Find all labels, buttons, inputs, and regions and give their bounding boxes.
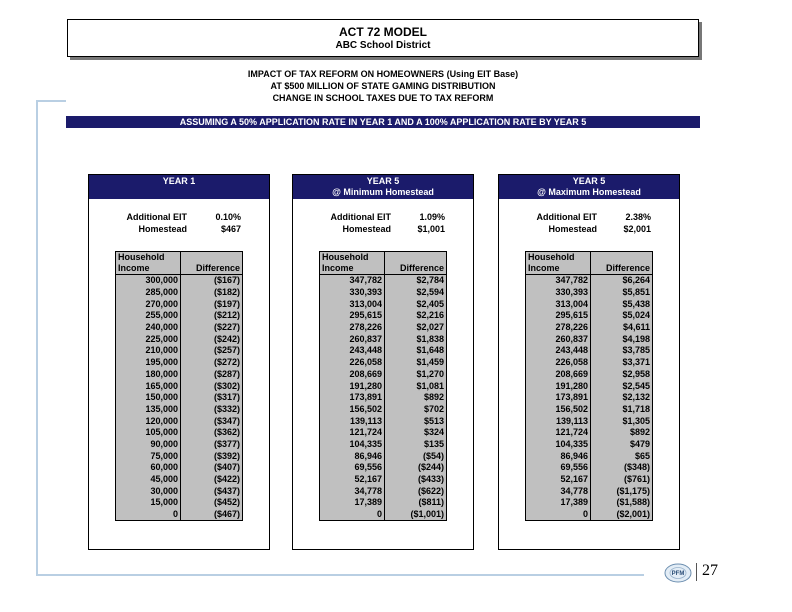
income-cell: 105,000: [116, 427, 181, 439]
table-row: [526, 275, 653, 287]
income-cell: 255,000: [116, 310, 181, 322]
difference-cell: $892: [423, 392, 444, 403]
table-row: [526, 345, 653, 357]
difference-cell: ($1,175): [616, 485, 650, 496]
difference-cell: $3,371: [622, 357, 650, 368]
col-header-difference: Difference: [181, 263, 243, 275]
table-row: [526, 322, 653, 334]
table-row: [116, 369, 243, 381]
frame-line-top: [36, 100, 66, 102]
difference-cell: ($622): [417, 485, 444, 496]
table-row: [320, 310, 447, 322]
difference-cell: $6,264: [622, 275, 650, 286]
income-cell: 278,226: [526, 322, 591, 334]
income-cell: 17,389: [320, 497, 385, 509]
difference-table: [525, 251, 653, 521]
difference-cell: $2,958: [622, 368, 650, 379]
difference-cell: $4,198: [622, 333, 650, 344]
panel-header: [499, 175, 679, 199]
income-cell: 278,226: [320, 322, 385, 334]
table-row: [526, 415, 653, 427]
difference-cell: $135: [423, 438, 444, 449]
panel-year-1: [88, 174, 270, 550]
income-cell: 240,000: [116, 322, 181, 334]
table-row: [526, 310, 653, 322]
difference-cell: ($317): [213, 392, 240, 403]
difference-cell: ($167): [213, 275, 240, 286]
table-row: [320, 497, 447, 509]
income-cell: 330,393: [526, 287, 591, 299]
eit-value: 1.09%: [419, 212, 445, 222]
table-row: [320, 474, 447, 486]
difference-cell: $1,838: [416, 333, 444, 344]
col-header-income: Income: [526, 263, 591, 275]
table-row: [320, 450, 447, 462]
col-header-income: Income: [320, 263, 385, 275]
table-row: [320, 322, 447, 334]
subtitle-line-2: AT $500 MILLION OF STATE GAMING DISTRIBUTION: [270, 81, 496, 91]
income-cell: 15,000: [116, 497, 181, 509]
difference-cell: $324: [423, 427, 444, 438]
panel-parameters: [293, 199, 473, 249]
income-cell: 260,837: [526, 333, 591, 345]
difference-cell: $5,851: [622, 287, 650, 298]
difference-cell: ($1,588): [616, 497, 650, 508]
table-row: [526, 380, 653, 392]
difference-cell: ($2,001): [616, 509, 650, 520]
table-row: [526, 392, 653, 404]
income-cell: 104,335: [320, 439, 385, 451]
income-cell: 17,389: [526, 497, 591, 509]
income-cell: 0: [526, 509, 591, 521]
difference-cell: ($244): [417, 462, 444, 473]
difference-cell: ($377): [213, 438, 240, 449]
difference-cell: $1,718: [622, 403, 650, 414]
table-row: [116, 485, 243, 497]
eit-label: Additional EIT: [536, 212, 597, 222]
income-cell: 243,448: [320, 345, 385, 357]
table-row: [526, 450, 653, 462]
difference-cell: ($452): [213, 497, 240, 508]
page-title: ACT 72 MODEL: [338, 25, 427, 39]
subtitle: [67, 68, 699, 104]
eit-value: 0.10%: [215, 212, 241, 222]
table-row: [116, 427, 243, 439]
table-row: [526, 497, 653, 509]
difference-cell: $702: [423, 403, 444, 414]
table-row: [116, 474, 243, 486]
table-row: [526, 509, 653, 521]
table-row: [116, 298, 243, 310]
table-row: [526, 427, 653, 439]
difference-cell: $2,405: [416, 298, 444, 309]
income-cell: 285,000: [116, 287, 181, 299]
table-row: [320, 427, 447, 439]
difference-cell: $892: [629, 427, 650, 438]
page-number: 27: [702, 562, 718, 579]
table-row: [116, 509, 243, 521]
income-cell: 226,058: [526, 357, 591, 369]
income-cell: 295,615: [526, 310, 591, 322]
col-header-income: Income: [116, 263, 181, 275]
difference-cell: $2,132: [622, 392, 650, 403]
table-row: [320, 298, 447, 310]
difference-cell: ($272): [213, 357, 240, 368]
table-row: [116, 322, 243, 334]
table-row: [526, 333, 653, 345]
difference-cell: ($227): [213, 322, 240, 333]
assumption-banner: ASSUMING A 50% APPLICATION RATE IN YEAR 1 AND A 100% APPLICATION RATE BY YEAR 5: [66, 116, 700, 128]
table-row: [526, 485, 653, 497]
income-cell: 75,000: [116, 450, 181, 462]
difference-cell: $2,216: [416, 310, 444, 321]
eit-label: Additional EIT: [126, 212, 187, 222]
income-cell: 260,837: [320, 333, 385, 345]
income-cell: 139,113: [320, 415, 385, 427]
title-box: [67, 19, 699, 57]
page-number-separator: [696, 563, 697, 581]
income-cell: 52,167: [320, 474, 385, 486]
difference-cell: ($362): [213, 427, 240, 438]
income-cell: 30,000: [116, 485, 181, 497]
table-row: [116, 439, 243, 451]
table-row: [320, 369, 447, 381]
income-cell: 191,280: [320, 380, 385, 392]
income-cell: 210,000: [116, 345, 181, 357]
income-cell: 173,891: [320, 392, 385, 404]
income-cell: 270,000: [116, 298, 181, 310]
income-cell: 45,000: [116, 474, 181, 486]
table-row: [116, 333, 243, 345]
table-row: [116, 287, 243, 299]
logo-text: PFM: [671, 571, 685, 577]
panel-parameters: [499, 199, 679, 249]
table-row: [320, 287, 447, 299]
difference-cell: $2,027: [416, 322, 444, 333]
panel-header-line-1: YEAR 5: [366, 176, 400, 186]
difference-cell: ($761): [623, 474, 650, 485]
panel-parameters: [89, 199, 269, 249]
homestead-value: $1,001: [417, 224, 445, 234]
difference-cell: ($392): [213, 450, 240, 461]
difference-cell: $1,270: [416, 368, 444, 379]
income-cell: 90,000: [116, 439, 181, 451]
difference-cell: $479: [629, 438, 650, 449]
difference-cell: ($257): [213, 345, 240, 356]
difference-table: [319, 251, 447, 521]
col-header-difference: Difference: [591, 263, 653, 275]
homestead-value: $467: [220, 224, 241, 234]
difference-cell: $513: [423, 415, 444, 426]
income-cell: 104,335: [526, 439, 591, 451]
table-row: [116, 275, 243, 287]
table-row: [526, 298, 653, 310]
difference-cell: ($332): [213, 403, 240, 414]
table-row: [526, 287, 653, 299]
table-row: [526, 357, 653, 369]
difference-cell: $2,545: [622, 380, 650, 391]
income-cell: 347,782: [320, 275, 385, 287]
eit-label: Additional EIT: [330, 212, 391, 222]
table-row: [116, 462, 243, 474]
table-row: [320, 275, 447, 287]
table-row: [116, 380, 243, 392]
table-row: [116, 345, 243, 357]
table-row: [320, 345, 447, 357]
panel-header: [89, 175, 269, 199]
homestead-label: Homestead: [342, 224, 391, 234]
panel-header: [293, 175, 473, 199]
income-cell: 156,502: [526, 404, 591, 416]
income-cell: 208,669: [320, 369, 385, 381]
income-cell: 0: [320, 509, 385, 521]
income-cell: 226,058: [320, 357, 385, 369]
table-row: [526, 462, 653, 474]
income-cell: 52,167: [526, 474, 591, 486]
income-cell: 69,556: [320, 462, 385, 474]
panel-header-line-1: YEAR 1: [162, 176, 196, 186]
table-row: [526, 439, 653, 451]
difference-cell: ($197): [213, 298, 240, 309]
homestead-label: Homestead: [548, 224, 597, 234]
eit-value: 2.38%: [625, 212, 651, 222]
income-cell: 243,448: [526, 345, 591, 357]
income-cell: 173,891: [526, 392, 591, 404]
income-cell: 195,000: [116, 357, 181, 369]
income-cell: 330,393: [320, 287, 385, 299]
difference-cell: $1,081: [416, 380, 444, 391]
income-cell: 208,669: [526, 369, 591, 381]
table-row: [116, 415, 243, 427]
difference-cell: ($437): [213, 485, 240, 496]
difference-cell: $5,438: [622, 298, 650, 309]
difference-cell: ($287): [213, 368, 240, 379]
table-row: [116, 450, 243, 462]
difference-cell: $65: [634, 450, 650, 461]
difference-table: [115, 251, 243, 521]
col-header-household: Household: [526, 252, 591, 264]
frame-line-bottom: [36, 574, 644, 576]
panel-header-line-2: @ Maximum Homestead: [537, 187, 641, 197]
difference-cell: $2,594: [416, 287, 444, 298]
panel-year-5-maximum: [498, 174, 680, 550]
income-cell: 313,004: [526, 298, 591, 310]
difference-cell: ($242): [213, 333, 240, 344]
difference-cell: $5,024: [622, 310, 650, 321]
col-header-household: Household: [320, 252, 385, 264]
income-cell: 225,000: [116, 333, 181, 345]
income-cell: 60,000: [116, 462, 181, 474]
col-header-household: Household: [116, 252, 181, 264]
table-row: [116, 310, 243, 322]
income-cell: 313,004: [320, 298, 385, 310]
homestead-label: Homestead: [138, 224, 187, 234]
district-name: ABC School District: [335, 40, 431, 51]
difference-cell: $1,459: [416, 357, 444, 368]
pfm-logo-icon: [664, 563, 692, 583]
difference-cell: ($302): [213, 380, 240, 391]
income-cell: 150,000: [116, 392, 181, 404]
table-row: [116, 497, 243, 509]
difference-cell: ($1,001): [410, 509, 444, 520]
difference-cell: ($407): [213, 462, 240, 473]
panel-header-line-2: @ Minimum Homestead: [332, 187, 434, 197]
table-row: [116, 357, 243, 369]
difference-cell: ($467): [213, 509, 240, 520]
difference-cell: ($422): [213, 474, 240, 485]
table-row: [320, 462, 447, 474]
income-cell: 121,724: [320, 427, 385, 439]
income-cell: 69,556: [526, 462, 591, 474]
income-cell: 295,615: [320, 310, 385, 322]
difference-cell: ($433): [417, 474, 444, 485]
table-row: [320, 485, 447, 497]
table-row: [320, 333, 447, 345]
income-cell: 165,000: [116, 380, 181, 392]
table-row: [320, 357, 447, 369]
difference-cell: $1,305: [622, 415, 650, 426]
frame-line-vertical: [36, 100, 38, 576]
income-cell: 300,000: [116, 275, 181, 287]
difference-cell: ($348): [623, 462, 650, 473]
income-cell: 156,502: [320, 404, 385, 416]
subtitle-line-1: IMPACT OF TAX REFORM ON HOMEOWNERS (Using EIT Base): [247, 69, 519, 79]
income-cell: 139,113: [526, 415, 591, 427]
table-row: [526, 474, 653, 486]
difference-cell: ($54): [422, 450, 444, 461]
table-row: [320, 415, 447, 427]
income-cell: 86,946: [320, 450, 385, 462]
income-cell: 86,946: [526, 450, 591, 462]
homestead-value: $2,001: [623, 224, 651, 234]
panel-year-5-minimum: [292, 174, 474, 550]
income-cell: 34,778: [526, 485, 591, 497]
difference-cell: $1,648: [416, 345, 444, 356]
income-cell: 120,000: [116, 415, 181, 427]
difference-cell: ($347): [213, 415, 240, 426]
income-cell: 347,782: [526, 275, 591, 287]
difference-cell: ($811): [418, 497, 444, 508]
income-cell: 180,000: [116, 369, 181, 381]
table-row: [526, 369, 653, 381]
difference-cell: $2,784: [416, 275, 444, 286]
income-cell: 121,724: [526, 427, 591, 439]
panel-header-line-1: YEAR 5: [572, 176, 606, 186]
table-row: [320, 439, 447, 451]
difference-cell: ($182): [213, 287, 240, 298]
difference-cell: $3,785: [622, 345, 650, 356]
subtitle-line-3: CHANGE IN SCHOOL TAXES DUE TO TAX REFORM: [272, 93, 494, 103]
income-cell: 0: [116, 509, 181, 521]
table-row: [116, 404, 243, 416]
table-row: [320, 392, 447, 404]
difference-cell: $4,611: [622, 322, 650, 333]
income-cell: 34,778: [320, 485, 385, 497]
table-row: [116, 392, 243, 404]
difference-cell: ($212): [213, 310, 240, 321]
table-row: [320, 404, 447, 416]
table-row: [526, 404, 653, 416]
table-row: [320, 380, 447, 392]
col-header-difference: Difference: [385, 263, 447, 275]
income-cell: 135,000: [116, 404, 181, 416]
income-cell: 191,280: [526, 380, 591, 392]
table-row: [320, 509, 447, 521]
